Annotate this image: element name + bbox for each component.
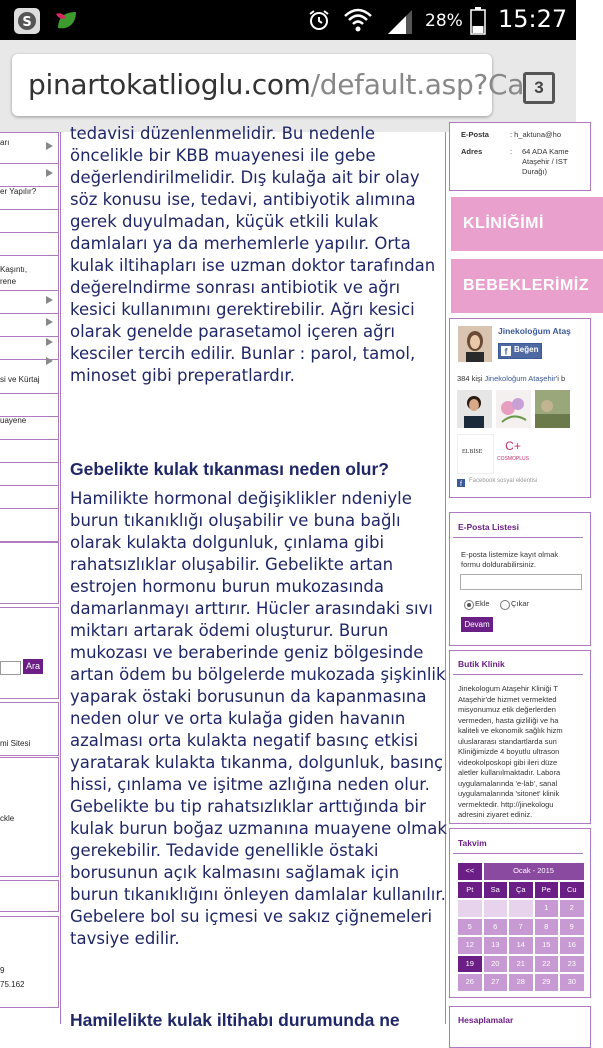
calendar-day [509, 900, 533, 917]
address-label: Adres [461, 147, 483, 156]
counter-value: 9 [0, 966, 5, 975]
url-text[interactable] [28, 68, 524, 101]
clinic-banner[interactable]: KLİNİĞİMİ [451, 197, 603, 251]
text-line: uluslararası standartlarda sun [458, 736, 557, 746]
url-path: /default.asp?Ca [310, 68, 525, 101]
calculations-box [449, 1006, 591, 1048]
newsletter-text: E-posta listemize kayıt olmak [461, 550, 559, 559]
email-value[interactable]: : h_aktuna@ho [510, 130, 561, 139]
radio-add-label: Ekle [475, 599, 490, 608]
calendar-day[interactable]: 27 [484, 974, 508, 991]
facebook-likes [457, 374, 565, 385]
calendar-day[interactable]: 2 [560, 900, 584, 917]
menu-divider [0, 255, 58, 256]
sidebar-item-label[interactable]: uayene [0, 416, 27, 425]
address-line: Durağı) [522, 167, 548, 176]
calendar-day [484, 900, 508, 917]
radio-remove[interactable] [500, 600, 510, 610]
calendar-day[interactable]: 22 [535, 956, 559, 973]
calendar-day[interactable]: 5 [458, 919, 482, 936]
calendar-day[interactable]: 7 [509, 919, 533, 936]
url-domain: pinartokatlioglu.com [28, 68, 311, 101]
likes-suffix: 'i b [555, 374, 566, 383]
search-input[interactable] [0, 661, 21, 675]
left-sidebar [0, 132, 60, 1024]
calendar-day[interactable]: 9 [560, 919, 584, 936]
address-colon: : [510, 147, 513, 156]
likes-page-link[interactable]: Jinekoloğum Ataşehir [484, 374, 556, 383]
calendar-day[interactable]: 23 [560, 956, 584, 973]
calendar-day[interactable]: 16 [560, 937, 584, 954]
address-line: Ataşehir / İST [522, 157, 568, 166]
counter-value: 75.162 [0, 980, 25, 989]
calendar-day[interactable]: 26 [458, 974, 482, 991]
text-line: uygulamalarında 'sitonet' klinik [458, 789, 560, 798]
text-line: aletler kullanılmaktadır. Labora [458, 768, 561, 777]
menu-divider [0, 232, 58, 233]
calendar-day [458, 900, 482, 917]
svg-text:S: S [22, 15, 32, 30]
battery-icon [470, 7, 486, 40]
url-bar[interactable] [12, 54, 525, 116]
menu-divider [0, 290, 58, 291]
chevron-right-icon [46, 296, 53, 304]
clock: 15:27 [498, 5, 568, 33]
text-line: kaliteli ve ekonomik sağlık hizm [458, 726, 563, 735]
section-heading: Gebelikte kulak tıkanması neden olur? [70, 459, 389, 479]
title-divider [453, 674, 583, 675]
fan-photo [457, 390, 492, 428]
title-divider [453, 537, 583, 538]
fan-photo [496, 434, 531, 472]
facebook-avatar [458, 326, 492, 362]
wifi-icon [343, 6, 373, 39]
calendar-weekday: Pe [535, 882, 559, 899]
calculations-title: Hesaplamalar [458, 1015, 514, 1025]
section-heading: Hamilelikte kulak iltihabı durumunda ne [70, 1010, 400, 1030]
calendar-day[interactable]: 21 [509, 956, 533, 973]
battery-percent: 28% [425, 11, 463, 31]
chevron-right-icon [46, 169, 53, 177]
menu-divider [0, 163, 58, 164]
left-box [0, 607, 59, 699]
right-sidebar [444, 130, 589, 1025]
article-paragraph: tedavisi düzenlenmelidir. Bu nedenle öncelikle bir KBB muayenesi ile gebe değerlendirilmelidir. Dış kulağa ait bir olay söz konusu ise, tedavi, antibiyotik alımına gerek duyulmadan, küçük etkili kulak damlaları ya da merhemlerle yapılır. Orta kulak iltihapları ise uzman doktor tarafından değerelndirme sonrası antibiotik ve ağrı kesici kullanımını gerektirebilir. Ağrı kesici olarak genelde parasetamol içeren ağrı kesciler tercih edilir. Bunlar : parol, tamol, minoset gibi preperatlardır. [70, 124, 436, 385]
alarm-icon [307, 8, 331, 37]
menu-divider [0, 439, 58, 440]
sidebar-item-label[interactable]: arı [0, 138, 10, 147]
calendar-day[interactable]: 30 [560, 974, 584, 991]
text-line: vermeden, hasta gizliliği ve ha [458, 715, 559, 725]
left-search-box [0, 542, 59, 604]
thumbs-up-icon [501, 346, 511, 356]
calendar-day[interactable]: 1 [535, 900, 559, 917]
web-page [0, 124, 589, 1030]
radio-remove-label: Çıkar [511, 599, 529, 608]
calendar-day[interactable]: 13 [484, 937, 508, 954]
chevron-right-icon [46, 357, 53, 365]
email-label: E-Posta [461, 130, 489, 139]
left-counter-box [0, 916, 59, 1008]
chevron-right-icon [46, 318, 53, 326]
s-app-icon [14, 8, 40, 34]
newsletter-title: E-Posta Listesi [458, 522, 519, 532]
tab-switcher-button[interactable]: 3 [523, 72, 555, 104]
calendar-title: Takvim [458, 838, 487, 848]
text-line: Jinekologum Ataşehir Kliniği T [458, 684, 558, 693]
text-line: uygulamalarında 'e-lab', sanal [458, 778, 558, 788]
facebook-plugin-text: Facebook sosyal eklentisi [469, 478, 538, 484]
calendar-month-label: Ocak - 2015 [484, 863, 584, 880]
fan-photo [496, 390, 531, 428]
svg-text:f: f [460, 481, 462, 488]
menu-divider [0, 462, 58, 463]
like-label: Beğen [514, 345, 539, 354]
text-line: vermektedir. http://jinekologu [458, 799, 554, 809]
menu-divider [0, 209, 58, 210]
fan-photo [457, 434, 494, 474]
calendar-day[interactable]: 14 [509, 937, 533, 954]
sidebar-item-label[interactable]: rene [0, 277, 17, 286]
svg-text:C+: C+ [505, 439, 521, 453]
calendar-day[interactable]: 6 [484, 919, 508, 936]
calendar-weekday: Sa [484, 882, 508, 899]
calendar-day[interactable]: 12 [458, 937, 482, 954]
sidebar-item-label[interactable]: si ve Kürtaj [0, 375, 40, 384]
menu-divider [0, 508, 58, 509]
calendar-weekday: Pt [458, 882, 482, 899]
calendar-weekday: Cu [560, 882, 584, 899]
leaf-app-icon [54, 8, 80, 39]
svg-text:f: f [504, 346, 508, 357]
text-line: adresini ziyaret ediniz. [458, 810, 533, 819]
article-content [60, 124, 447, 1030]
site-link[interactable]: mi Sitesi [0, 739, 31, 748]
menu-divider [0, 485, 58, 486]
brand-logo: COSMOPLUS [497, 456, 529, 462]
like-button[interactable] [498, 343, 542, 359]
menu-divider [0, 313, 58, 314]
babies-banner[interactable]: BEBEKLERİMİZ [451, 259, 603, 313]
chevron-right-icon [46, 338, 53, 346]
browser-toolbar [0, 40, 576, 132]
article-paragraph: Hamilikte hormonal değişiklikler ndeniyle burun tıkanıklığı oluşabilir ve buna bağlı olarak kulakta dolgunluk, çınlama gibi rahatsızlıklar oluşabilir. Gebelikte artan estrojen hormonu burun mukozasında damarlanmayı arttırır. Hücler arasındaki sıvı miktarı artarak ödemi oluşturur. Burun mukozası ve beraberinde geniz bölgesinde artan ödem bu bölgelerde mukozada şişkinlik yaparak östaki borusunun da kapanmasına neden olur ve orta kulağa giden havanın azalması orta kulakta negatif basınç etkisi yaratarak kulakta tıkanma, dolgunluk, basınç hissi, çınlama ve işitme azlığına neden olur. Gebelikte bu tip rahatsızlıklar arttığında bir kulak burun boğaz uzmanına muayene olmak gerekebilir. Tedavide genellikle östaki borusunun açık kalmasını sağlamak için burun tıkanıklığını önleyen damlalar kullanılır. Gebelere bol su içmesi ve sakız çiğnemeleri tavsiye edilir. [70, 489, 447, 948]
text-line: videokolposkopi gibi ileri düze [458, 757, 558, 767]
calendar-day[interactable]: 28 [509, 974, 533, 991]
status-bar [0, 0, 576, 40]
sidebar-item-label[interactable]: Kaşıntı, [0, 265, 28, 274]
address-line: 64 ADA Kame [522, 147, 569, 156]
text-line: Kliniğimizde 4 boyutlu ultrason [458, 747, 560, 756]
submit-button[interactable]: Devam [461, 617, 493, 632]
brand-logo: ELBİSE [462, 449, 483, 455]
search-button[interactable]: Ara [23, 659, 43, 674]
text-line: Ataşehir'de hizmet vermekted [458, 694, 557, 704]
facebook-icon [457, 479, 465, 487]
sidebar-item-label[interactable]: er Yapılır? [0, 187, 37, 196]
calendar-prev-button[interactable]: << [458, 863, 482, 880]
boutique-text [458, 684, 563, 821]
calendar-day[interactable]: 20 [484, 956, 508, 973]
text-line: misyonumuz etik değerlerden [458, 705, 556, 714]
chevron-right-icon [46, 142, 53, 150]
left-box [0, 880, 59, 912]
calendar-day[interactable]: 19 [458, 956, 482, 973]
fan-photo [535, 390, 570, 428]
likes-count: 384 kişi [457, 374, 485, 383]
calendar-grid [458, 863, 598, 993]
calendar-day[interactable]: 15 [535, 937, 559, 954]
left-link[interactable]: ckle [0, 814, 15, 823]
boutique-title: Butik Klinik [458, 659, 505, 669]
radio-add[interactable] [464, 600, 474, 610]
title-divider [453, 853, 583, 854]
calendar-weekday: Ça [509, 882, 533, 899]
calendar-day[interactable]: 8 [535, 919, 559, 936]
calendar-day[interactable]: 29 [535, 974, 559, 991]
email-input[interactable] [460, 574, 582, 590]
newsletter-text: formu doldurabilirsiniz. [461, 560, 537, 569]
facebook-page-name[interactable]: Jinekoloğum Ataş [498, 326, 571, 336]
menu-divider [0, 393, 58, 394]
menu-divider [0, 336, 58, 337]
signal-icon [386, 8, 414, 41]
